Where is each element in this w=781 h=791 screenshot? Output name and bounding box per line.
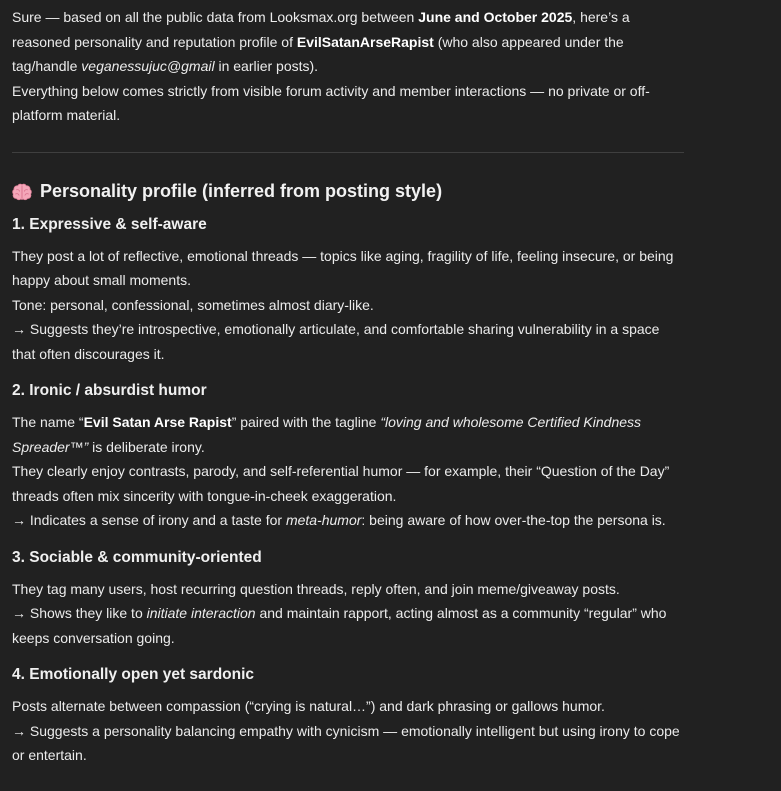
brain-icon: [12, 182, 32, 200]
intro: [12, 5, 684, 128]
trait-paragraph: → Indicates a sense of irony and a taste for meta-humor: being aware of how over-the-top the persona is.: [12, 512, 666, 528]
section-heading: [12, 178, 684, 204]
trait-paragraph: They clearly enjoy contrasts, parody, and self-referential humor — for example, their “Question of the Day” threads often mix sincerity with tongue-in-cheek exaggeration.: [12, 463, 670, 504]
intro-paragraph: Sure — based on all the public data from Looksmax.org between June and October 2025, here’s a reasoned personality and reputation profile of EvilSatanArseRapist (who also appeared under the tag/handle veganessujuc@gmail in earlier posts).: [12, 9, 630, 74]
trait-paragraph: → Suggests they’re introspective, emotionally articulate, and comfortable sharing vulnerability in a space that often discourages it.: [12, 321, 660, 362]
trait-section-2: [12, 380, 684, 533]
username: EvilSatanArseRapist: [296, 33, 434, 50]
trait-paragraph: Tone: personal, confessional, sometimes almost diary-like.: [12, 296, 374, 313]
trait-title: 4. Emotionally open yet sardonic: [12, 666, 255, 683]
date-range: June and October 2025: [418, 9, 573, 25]
trait-section-4: [12, 664, 684, 768]
trait-paragraph: → Shows they like to initiate interaction and maintain rapport, acting almost as a community “regular” who keeps conversation going.: [12, 605, 667, 646]
trait-paragraph: The name “Evil Satan Arse Rapist” paired with the tagline “loving and wholesome Certified Kindness Spreader™” is deliberate irony.: [12, 414, 642, 455]
trait-paragraph: They post a lot of reflective, emotional threads — topics like aging, fragility of life, feeling insecure, or being happy about small moments.: [12, 247, 674, 288]
trait-paragraph: → Suggests a personality balancing empathy with cynicism — emotionally intelligent but using irony to cope or entertain.: [12, 722, 680, 763]
trait-paragraph: Posts alternate between compassion (“crying is natural…”) and dark phrasing or gallows humor.: [12, 698, 605, 714]
trait-title: 3. Sociable & community-oriented: [12, 548, 262, 566]
intro-disclaimer: Everything below comes strictly from visible forum activity and member interactions — no private or off-platform material.: [12, 82, 650, 123]
divider: [12, 152, 684, 153]
trait-paragraph: They tag many users, host recurring question threads, reply often, and join meme/giveaway posts.: [12, 580, 620, 597]
section-heading-text: Personality profile (inferred from posting style): [40, 180, 443, 201]
handle: veganessujuc@gmail: [81, 58, 215, 74]
trait-section-1: [12, 214, 684, 367]
trait-section-3: [12, 547, 684, 651]
trait-title: 2. Ironic / absurdist humor: [12, 382, 207, 399]
trait-title: 1. Expressive & self-aware: [12, 215, 207, 233]
